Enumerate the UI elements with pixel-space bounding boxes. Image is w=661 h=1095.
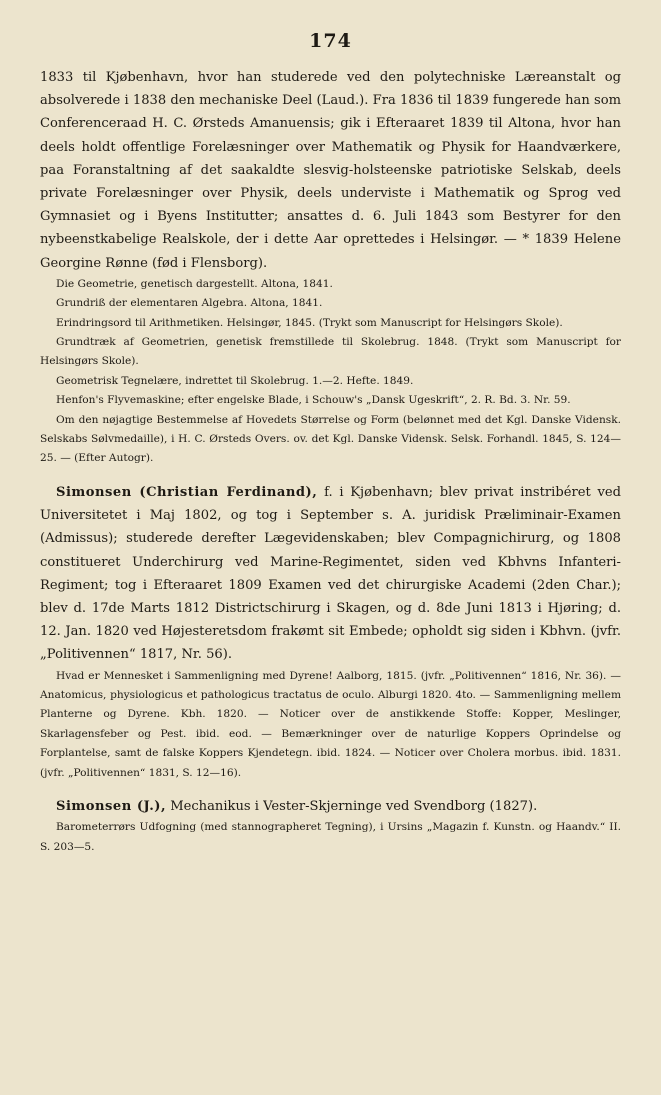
entry-body <box>40 795 621 818</box>
entry-text: f. i Kjøbenhavn; blev privat instribéret ved Universitetet i Maj 1802, og tog i September s. A. juridisk Præliminair-Examen (Admissus); studerede derefter Lægevidenskaben; blev Compagnichirurg, og 1808 constitueret Underchirurg ved Marine-Regimentet, siden ved Kbhvns Infanteri-Regiment; tog i Efteraaret 1809 Examen ved det chirurgiske Academi (2den Char.); blev d. 17de Marts 1812 Districtschirurg i Skagen, og d. 8de Juni 1813 i Hjøring; d. 12. Jan. 1820 ved Højesteretsdom frakømt sit Embede; opholdt sig siden i Kbhvn. (jvfr. „Politivennen“ 1817, Nr. 56). <box>40 484 621 663</box>
entry-simonsen-j <box>40 795 621 857</box>
work-item: Henfon's Flyvemaskine; efter engelske Blade, i Schouw's „Dansk Ugeskrift“, 2. R. Bd. 3. Nr. 59. <box>56 394 571 407</box>
page-number: 174 <box>309 30 352 52</box>
entry-simonsen-christian <box>40 481 621 783</box>
work-item: Hvad er Mennesket i Sammenligning med Dyrene! Aalborg, 1815. (jvfr. „Politivennen“ 1816, Nr. 36). — Anatomicus, physiologicus et pathologicus tractatus de oculo. Alburgi 1820. 4to. — Sammenligning mellem Planterne og Dyrene. Kbh. 1820. — Noticer over de anstikkende Stoffe: Kopper, Meslinger, Skarlagensfeber og Pest. ibid. eod. — Bemærkninger over de naturlige Koppers Oprindelse og Forplantelse, samt de falske Koppers Kjendetegn. ibid. 1824. — Noticer over Cholera morbus. ibid. 1831. (jvfr. „Politivennen“ 1831, S. 12—16). <box>40 669 621 779</box>
work-item: Grundtræk af Geometrien, genetisk fremstillede til Skolebrug. 1848. (Trykt som Manuscript for Helsingørs Skole). <box>40 336 621 368</box>
entry-text: Mechanikus i Vester-Skjerninge ved Svendborg (1827). <box>170 798 538 814</box>
work-item: Grundriß der elementaren Algebra. Altona, 1841. <box>56 297 323 310</box>
work-item: Barometerrørs Udfogning (med stannographeret Tegning), i Ursins „Magazin f. Kunstn. og Haandv.“ II. S. 203—5. <box>40 821 621 853</box>
entry-body: 1833 til Kjøbenhavn, hvor han studerede ved den polytechniske Læreanstalt og absolverede i 1838 den mechaniske Deel (Laud.). Fra 1836 til 1839 fungerede han som Conferenceraad H. C. Ørsteds Amanuensis; gik i Efteraaret 1839 til Altona, hvor han deels holdt offentlige Forelæsninger over Mathematik og Physik for Haandværkere, paa Foranstaltning af det saakaldte slesvig-holsteenske patriotiske Selskab, deels private Forelæsninger over Physik, deels underviste i Mathematik og Sprog ved Gymnasiet og i Byens Institutter; ansattes d. 6. Juli 1843 som Bestyrer for den nybeenstkabelige Realskole, der i dette Aar oprettedes i Helsingør. — * 1839 Helene Georgine Rønne (fød i Flensborg). <box>40 70 621 271</box>
work-item: Geometrisk Tegnelære, indrettet til Skolebrug. 1.—2. Hefte. 1849. <box>56 374 414 387</box>
work-item: Erindringsord til Arithmetiken. Helsingør, 1845. (Trykt som Manuscript for Helsingørs Skole). <box>56 316 563 329</box>
entry-heading: Simonsen (J.), <box>56 798 167 814</box>
entry-body <box>40 481 621 667</box>
entry-heading: Simonsen (Christian Ferdinand), <box>56 484 318 500</box>
entry-orsted <box>40 66 621 469</box>
work-item: Die Geometrie, genetisch dargestellt. Altona, 1841. <box>56 277 333 290</box>
work-item: Om den nøjagtige Bestemmelse af Hovedets Størrelse og Form (belønnet med det Kgl. Danske Vidensk. Selskabs Sølvmedaille), i H. C. Ørsteds Overs. ov. det Kgl. Danske Vidensk. Selsk. Forhandl. 1845, S. 124—25. — (Efter Autogr). <box>40 413 621 465</box>
